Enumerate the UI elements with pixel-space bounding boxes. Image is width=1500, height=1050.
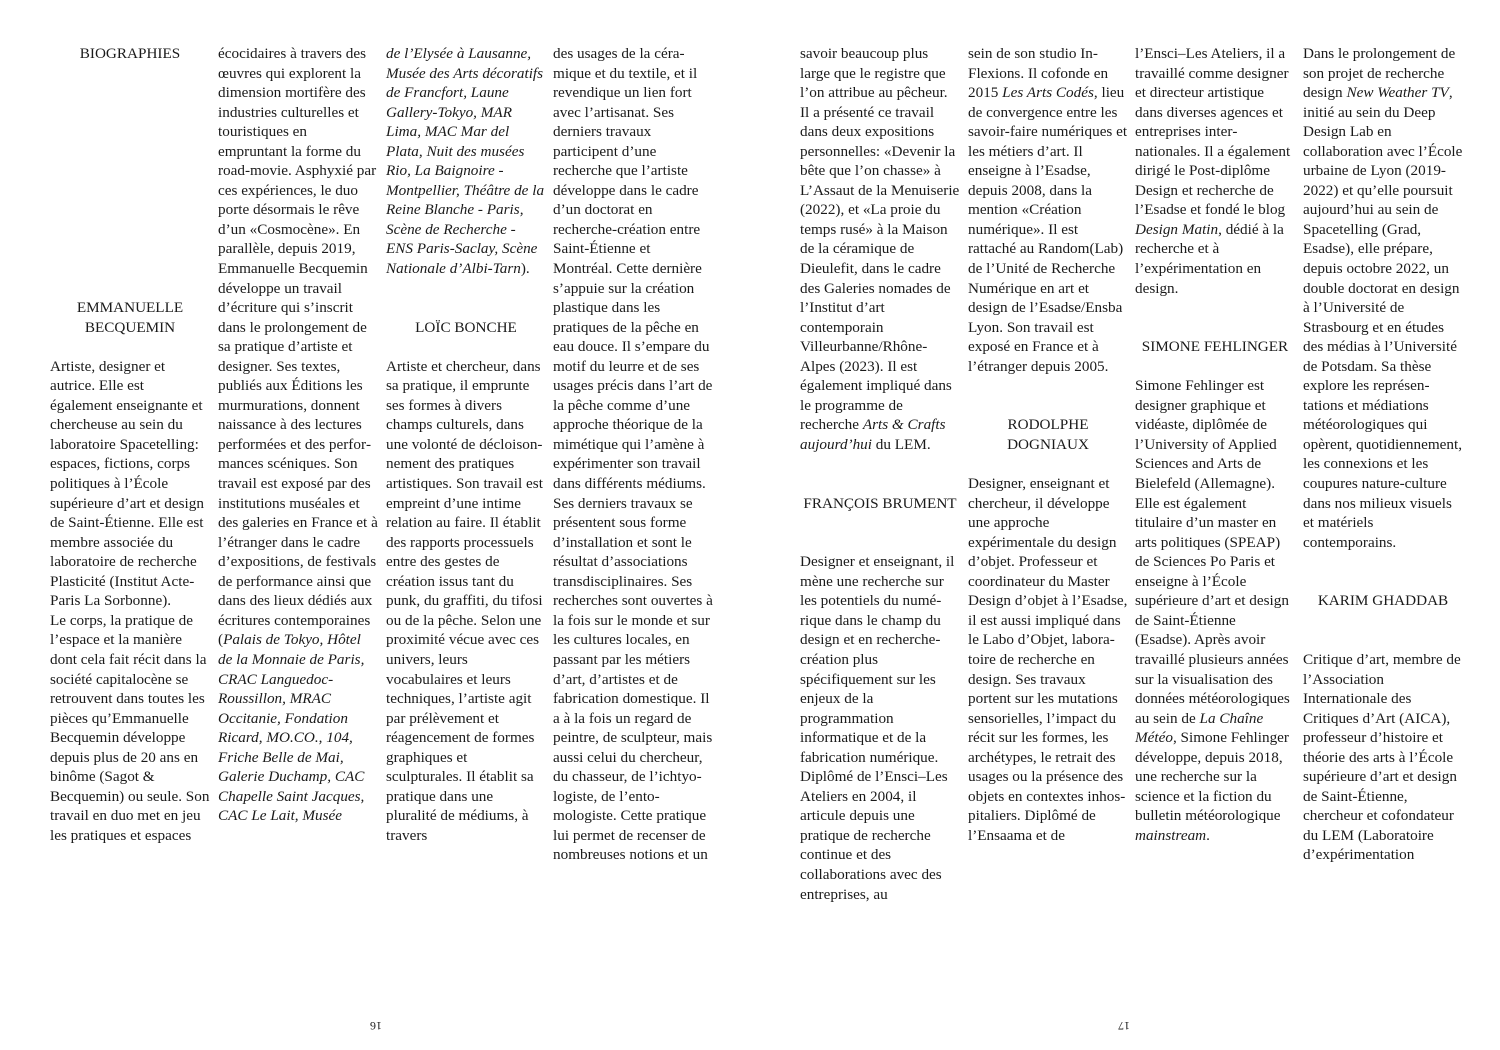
column-7 xyxy=(1135,44,1295,845)
bio-text-segment: savoir beaucoup plus large que le registre que l’on attribue au pêcheur. Il a présenté ce travail dans deux expositions personnelles: «Devenir la bête que l’on chasse» à L’Assaut de la Menuiserie (2022), et «La proie du temps rusé» à la Maison de la céramique de Dieulefit, dans le cadre des Galeries nomades de l’Institut d’art contemporain Villeurbanne/Rhône-Alpes (2023). Il est également impliqué dans le programme de recherche xyxy=(800,45,960,434)
bio-text-segment: , initié au sein du Deep Design Lab en collaboration avec l’École urbaine de Lyon (2019-2022) et qu’elle poursuit aujourd’hui au sein de Spacetelling (Grad, Esadse), elle prépare, depuis octobre 2022, un double doctorat en design à l’Université de Strasbourg et en études des médias à l’Université de Potsdam. Sa thèse explore les représentations et médiations météorologiques qui opèrent, quotidiennement, les connexions et les coupures nature-culture dans nos milieux visuels et matériels contemporains. xyxy=(1303,84,1463,551)
bio-italic: Design Matin xyxy=(1135,220,1219,238)
bio-name-becquemin: EMMANUELLE BECQUEMIN xyxy=(76,299,184,336)
bio-text: Artiste, designer et autrice. Elle est également enseignante et chercheuse au sein du laboratoire Spacetelling: espaces, fictions, corps politiques à l’École supérieure d’art et design de Saint-Étienne. Elle est membre associée du laboratoire de recherche Plasticité (Institut Acte-Paris La Sorbonne). xyxy=(50,357,204,610)
bio-text: des usages de la céramique et du textile, et il revendique un lien fort avec l’artisanat. Ses derniers travaux participent d’une recherche que l’artiste développe dans le cadre d’un doctorat en recherche-création entre Saint-Étienne et Montréal. Cette dernière s’appuie sur la création plastique dans les pratiques de la pêche en eau douce. Il s’empare du motif du leurre et de ses usages précis dans l’art de la pêche comme d’une approche théorique de la mimétique qui l’amène à expérimenter son travail dans différents médiums. Ses derniers travaux se présentent sous forme d’installation et sont le résultat d’associations transdisciplinaires. Ses recherches sont ouvertes à la fois sur le monde et sur les cultures locales, en passant par les métiers d’art, d’artistes et de fabrication domestique. Il a à la fois un regard de peintre, de sculpteur, mais aussi celui du chercheur, du chasseur, de l’ichtyologiste, de l’entomologiste. Cette pratique lui permet de recenser de nombreuses notions et un xyxy=(553,45,713,864)
column-5 xyxy=(800,44,960,904)
column-8 xyxy=(1303,44,1463,865)
page-number-right: 17 xyxy=(1118,1019,1130,1033)
bio-text xyxy=(1303,44,1463,552)
bio-italic: Les Arts Codés xyxy=(1002,84,1094,102)
bio-text xyxy=(968,44,1128,376)
bio-text xyxy=(386,44,546,279)
column-2 xyxy=(218,44,378,826)
bio-text xyxy=(218,44,378,826)
bio-text-segment: Simone Fehlinger est designer graphique et vidéaste, diplômée de l’University of Applied Sciences and Arts de Bielefeld (Allemagne). Elle est également titulaire d’un master en arts politiques (SPEAP) de Sciences Po Paris et enseigne à l’École supérieure d’art et design de Saint-Étienne (Esadse). Après avoir travaillé plusieurs années sur la visualisation des données météorologiques au sein de xyxy=(1135,377,1290,727)
bio-text-segment: sein de son studio In-Flexions. Il cofonde en 2015 xyxy=(968,45,1109,102)
section-title: BIOGRAPHIES xyxy=(79,45,181,62)
bio-name-brument: FRANÇOIS BRUMENT xyxy=(803,494,957,512)
bio-italic-venues: Palais de Tokyo, Hôtel de la Monnaie de Paris, CRAC Languedoc-Roussillon, MRAC Occitanie, Fondation Ricard, MO.CO., 104, Friche Belle de Mai, Galerie Duchamp, CAC Chapelle Saint Jacques, CAC Le Lait, Musée xyxy=(218,631,365,825)
bio-text-segment: l’Ensci–Les Ateliers, il a travaillé comme designer et directeur artistique dans diverses agences et entreprises internationales. Il a également dirigé le Post-diplôme Design et recherche de l’Esadse et fondé le blog xyxy=(1135,45,1291,219)
bio-text-segment: ). xyxy=(520,260,530,278)
bio-name-dogniaux: RODOLPHE DOGNIAUX xyxy=(1007,416,1089,453)
column-4 xyxy=(553,44,713,865)
bio-italic: Arts & Crafts aujourd’hui xyxy=(800,416,946,453)
bio-text-segment: écocidaires à travers des œuvres qui explorent la dimension mortifère des industries culturelles et touristiques en empruntant la forme du road-movie. Asphyxié par ces expériences, le duo porte désormais le rêve d’un «Cosmocène». En parallèle, depuis 2019, Emmanuelle Becquemin développe un travail d’écriture qui s’inscrit dans le prolongement de sa pratique d’artiste et designer. Ses textes, publiés aux Éditions les murmurations, donnent naissance à des lectures performées et des performances scéniques. Son travail est exposé par des institutions muséales et des galeries en France et à l’étranger dans le cadre d’expositions, de festivals de performance ainsi que dans des lieux dédiés aux écritures contemporaines ( xyxy=(218,45,378,649)
bio-text xyxy=(1135,376,1295,845)
bio-name-ghaddab: KARIM GHADDAB xyxy=(1317,592,1449,610)
bio-name-bonche: LOÏC BONCHE xyxy=(415,318,517,336)
column-6 xyxy=(968,44,1128,845)
bio-text-segment: . xyxy=(1206,826,1210,844)
bio-text-segment: , dédié à la recherche et à l’expérimentation en design. xyxy=(1135,220,1284,297)
bio-text: Artiste et chercheur, dans sa pratique, il emprunte ses formes à divers champs culturels, dans une volonté de décloisonnement des pratiques artistiques. Son travail est empreint d’une intime relation au faire. Il établit des rapports processuels entre des gestes de création issus tant du punk, du graffiti, du tifosi ou de la pêche. Selon une proximité vécue avec ces univers, leurs vocabulaires et leurs techniques, l’artiste agit par prélèvement et réagencement de formes graphiques et sculpturales. Il établit sa pratique dans une pluralité de médiums, à travers xyxy=(386,357,543,844)
bio-text: Le corps, la pratique de l’espace et la manière dont cela fait récit dans la société capitalocène se retrouvent dans toutes les pièces qu’Emmanuelle Becquemin développe depuis plus de 20 ans en binôme (Sagot & Becquemin) ou seule. Son travail en duo met en jeu les pratiques et espaces xyxy=(50,611,210,844)
bio-italic: mainstream xyxy=(1135,826,1207,844)
bio-text xyxy=(800,44,960,454)
bio-text-segment: Dans le prolongement de son projet de recherche design xyxy=(1303,45,1456,102)
bio-name-fehlinger: SIMONE FEHLINGER xyxy=(1141,338,1289,356)
bio-italic: New Weather TV xyxy=(1346,84,1449,102)
bio-text xyxy=(1135,44,1295,298)
bio-text: Critique d’art, membre de l’Association Internationale des Critiques d’Art (AICA), professeur d’histoire et théorie des arts à l’École supérieure d’art et design de Saint-Étienne, chercheur et cofondateur du LEM (Laboratoire d’expérimentation xyxy=(1303,650,1461,864)
page-number-left: 16 xyxy=(370,1019,382,1033)
bio-text-segment: , Simone Fehlinger développe, depuis 2018, une recherche sur la science et la fiction du bulletin météorologique xyxy=(1135,729,1289,825)
bio-italic: La Chaîne Météo xyxy=(1135,709,1264,747)
bio-text-segment: , lieu de convergence entre les savoir-faire numériques et les métiers d’art. Il enseigne à l’Esadse, depuis 2008, dans la mention «Création numérique». Il est rattaché au Random(Lab) de l’Unité de Recherche Numérique en art et design de l’Esadse/Ensba Lyon. Son travail est exposé en France et à l’étranger depuis 2005. xyxy=(968,84,1128,375)
bio-text-segment: du LEM. xyxy=(872,435,931,453)
column-3 xyxy=(386,44,546,845)
bio-text: Designer, enseignant et chercheur, il développe une approche expérimentale du design d’objet. Professeur et coordinateur du Master Design d’objet à l’Esadse, il est aussi impliqué dans le Labo d’Objet, laboratoire de recherche en design. Ses travaux portent sur les mutations sensorielles, l’impact du récit sur les formes, les archétypes, le retrait des usages ou la présence des objets en contextes inhospitaliers. Diplômé de l’Ensaama et de xyxy=(968,475,1128,844)
bio-italic-venues: de l’Elysée à Lausanne, Musée des Arts décoratifs de Francfort, Laune Gallery-Tokyo, MAR Lima, MAC Mar del Plata, Nuit des musées Rio, La Baignoire - Montpellier, Théâtre de la Reine Blanche - Paris, Scène de Recherche - ENS Paris-Saclay, Scène Nationale d’Albi-Tarn xyxy=(386,45,545,278)
bio-text: Designer et enseignant, il mène une recherche sur les potentiels du numérique dans le champ du design et en recherche-création plus spécifiquement sur les enjeux de la programmation informatique et de la fabrication numérique. Diplômé de l’Ensci–Les Ateliers en 2004, il articule depuis une pratique de recherche continue et des collaborations avec des entreprises, au xyxy=(800,553,955,903)
column-1 xyxy=(50,44,210,845)
